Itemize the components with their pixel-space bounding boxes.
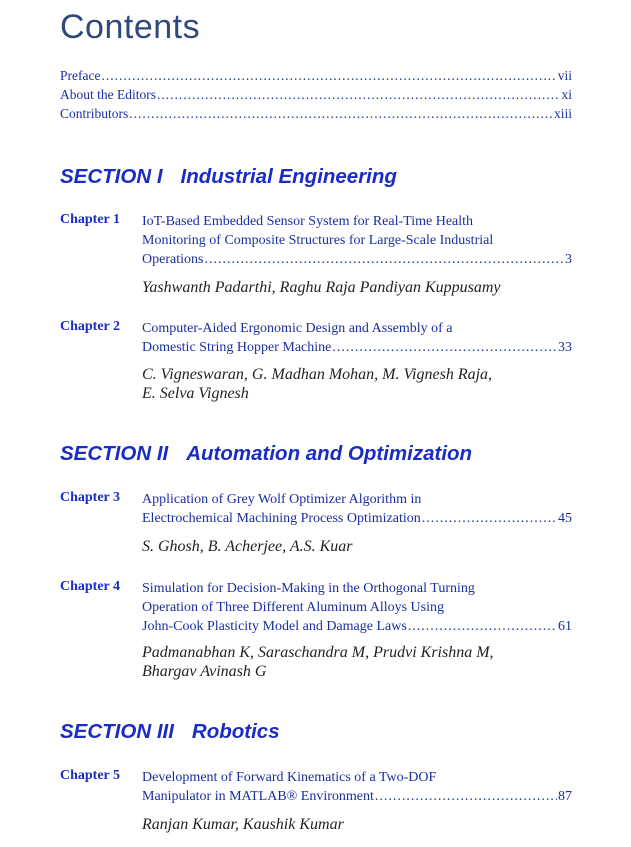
chapter-title-line: Operations: [142, 252, 204, 267]
section-heading: [60, 442, 472, 466]
authors-line: Yashwanth Padarthi, Raghu Raja Pandiyan Kuppusamy: [142, 279, 501, 296]
chapter-title-line: John-Cook Plasticity Model and Damage Laws: [142, 619, 407, 634]
chapter-label: Chapter 1: [60, 212, 121, 227]
authors-line: Bhargav Avinash G: [142, 663, 267, 680]
toc-entry-page: xi: [561, 87, 572, 102]
chapter-title: [142, 319, 572, 357]
authors-line: Ranjan Kumar, Kaushik Kumar: [142, 816, 344, 833]
authors-line: S. Ghosh, B. Acherjee, A.S. Kuar: [142, 538, 353, 555]
section-number: SECTION I: [60, 165, 163, 188]
chapter-title: [142, 212, 572, 269]
chapter-authors: [142, 365, 572, 403]
chapter-page: 61: [558, 619, 572, 634]
section-number: SECTION II: [60, 442, 169, 465]
section-title: Robotics: [191, 720, 280, 743]
chapter-title-line: Monitoring of Composite Structures for Large-Scale Industrial: [142, 233, 494, 248]
dot-leader: [101, 68, 556, 84]
chapter-authors: [142, 278, 572, 297]
chapter-title: [142, 768, 572, 806]
chapter-title-last-line: [142, 250, 572, 269]
chapter-title-line: IoT-Based Embedded Sensor System for Real-Time Health: [142, 214, 474, 229]
chapter-title-last-line: [142, 787, 572, 806]
section-heading: [60, 165, 397, 189]
section-title: Automation and Optimization: [186, 442, 473, 465]
toc-entry-page: vii: [557, 68, 572, 83]
toc-entry-preface[interactable]: [60, 68, 572, 87]
authors-line: Padmanabhan K, Saraschandra M, Prudvi Krishna M,: [142, 644, 494, 661]
chapter-title-line: Operation of Three Different Aluminum Alloys Using: [142, 600, 444, 615]
dot-leader: [332, 338, 557, 357]
front-matter-list: [60, 68, 572, 125]
chapter-authors: [142, 537, 572, 556]
chapter-title-line: Manipulator in MATLAB® Environment: [142, 789, 374, 804]
chapter-title-line: Electrochemical Machining Process Optimization: [142, 511, 421, 526]
page-title: Contents: [60, 8, 201, 46]
chapter-title-line: Computer-Aided Ergonomic Design and Assembly of a: [142, 321, 453, 336]
chapter-title-line: Development of Forward Kinematics of a Two-DOF: [142, 770, 437, 785]
section-heading: [60, 720, 280, 744]
dot-leader: [408, 617, 557, 636]
chapter-page: 87: [558, 789, 572, 804]
chapter-title-line: Application of Grey Wolf Optimizer Algorithm in: [142, 492, 422, 507]
authors-line: E. Selva Vignesh: [142, 385, 249, 402]
chapter-page: 33: [558, 340, 572, 355]
dot-leader: [129, 106, 553, 122]
toc-entry-page: xiii: [553, 106, 572, 121]
toc-entry-label: Contributors: [60, 106, 129, 121]
authors-line: C. Vigneswaran, G. Madhan Mohan, M. Vignesh Raja,: [142, 366, 493, 383]
toc-entry-label: Preface: [60, 68, 101, 83]
chapter-page: 3: [565, 252, 572, 267]
chapter-title-last-line: [142, 509, 572, 528]
chapter-label: Chapter 2: [60, 319, 121, 334]
chapter-title-last-line: [142, 338, 572, 357]
dot-leader: [375, 787, 557, 806]
chapter-authors: [142, 643, 572, 681]
chapter-label: Chapter 4: [60, 579, 121, 594]
dot-leader: [422, 509, 557, 528]
chapter-authors: [142, 815, 572, 834]
toc-entry-contributors[interactable]: [60, 106, 572, 125]
dot-leader: [157, 87, 560, 103]
chapter-title-line: Domestic String Hopper Machine: [142, 340, 332, 355]
chapter-title-last-line: [142, 617, 572, 636]
chapter-page: 45: [558, 511, 572, 526]
dot-leader: [204, 250, 564, 269]
chapter-title-line: Simulation for Decision-Making in the Orthogonal Turning: [142, 581, 475, 596]
chapter-title: [142, 490, 572, 528]
section-number: SECTION III: [60, 720, 174, 743]
chapter-title: [142, 579, 572, 636]
chapter-label: Chapter 3: [60, 490, 121, 505]
toc-entry-about-the-editors[interactable]: [60, 87, 572, 106]
toc-entry-label: About the Editors: [60, 87, 156, 102]
section-title: Industrial Engineering: [180, 165, 397, 188]
chapter-label: Chapter 5: [60, 768, 121, 783]
